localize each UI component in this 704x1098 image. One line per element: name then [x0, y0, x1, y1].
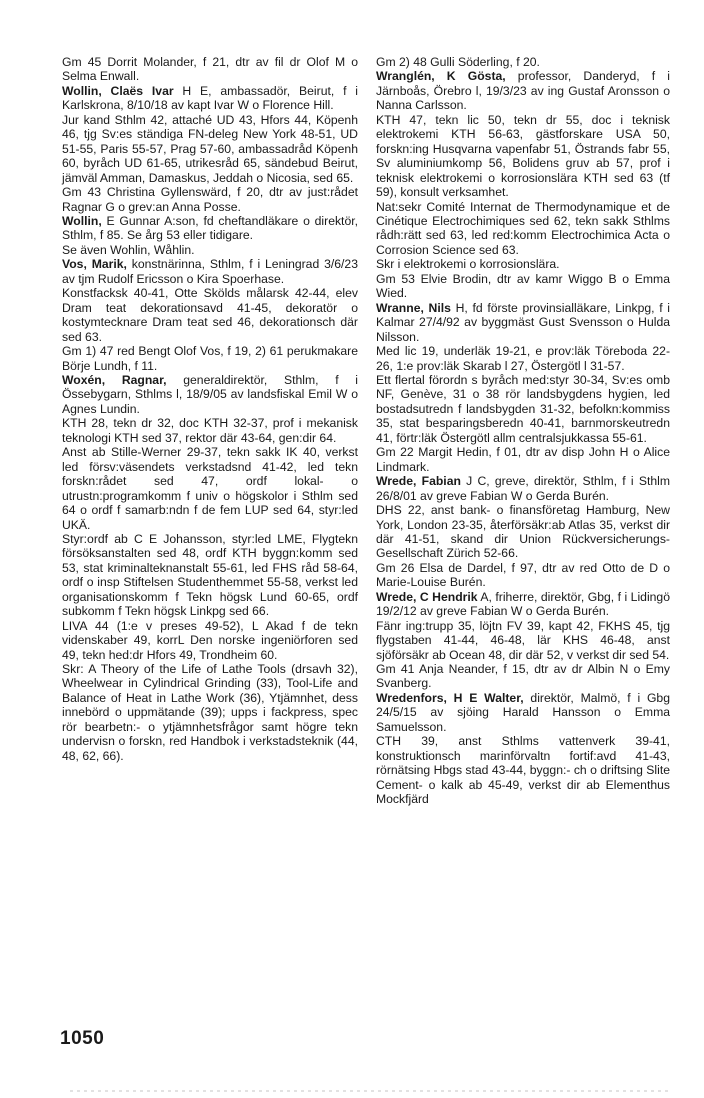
entry-text: KTH 47, tekn lic 50, tekn dr 55, doc i teknisk elektrokemi KTH 56-63, gästforskare USA 50, forskn:ing Husqvarna vapenfabr 51, Östrands fabr 55, Sv aluminiumkomp 56, Bolidens gruv ab 57, prof i teknisk elektrokemi o korrosionslära KTH sed 63 (tf 59), konsult verksamhet. [376, 112, 670, 200]
entry-paragraph [376, 272, 670, 301]
entry-paragraph [62, 185, 358, 214]
entry-text: Ett flertal förordn s byråch med:styr 30-34, Sv:es omb NF, Genève, 31 o 38 rör landsbygdens hygien, led bostadsutredn f landsbygden 31-32, befolkn:kommiss 35, stat besparingsberedn 40-41, barnmorskeutredn 41, förtr:läk Östergötl allm centralsjukkassa 55-61. [376, 372, 670, 445]
entry-paragraph [62, 662, 358, 763]
entry-paragraph [62, 416, 358, 445]
entry-text: Fänr ing:trupp 35, löjtn FV 39, kapt 42, FKHS 45, tjg flygstaben 41-44, 46-48, lär KHS 46-48, anst sjöförsäkr ab Ocean 48, dir där 52, v verkst dir sed 54. [376, 618, 670, 662]
entry-heading-paragraph [376, 590, 670, 619]
entry-text: LIVA 44 (1:e v preses 49-52), L Akad f de tekn videnskaber 49, korrL Den norske ingeniörforen sed 49, tekn hed:dr Hfors 49, Trondheim 60. [62, 618, 358, 662]
entry-paragraph [62, 113, 358, 185]
entry-text: direktör, Malmö, f i Gbg 24/5/15 av sjöing Harald Hansson o Emma Samuelsson. [376, 690, 670, 734]
entry-text: E Gunnar A:son, fd cheftandläkare o direktör, Sthlm, f 85. Se årg 53 eller tidigare. [62, 213, 358, 243]
entry-heading-paragraph [62, 257, 358, 286]
left-column [62, 55, 358, 763]
entry-name: Vos, Marik, [62, 257, 127, 272]
entry-heading-paragraph [62, 214, 358, 243]
entry-text: Med lic 19, underläk 19-21, e prov:läk Töreboda 22-26, 1:e prov:läk Skarab l 27, Östergötl l 31-57. [376, 344, 670, 373]
entry-text: Gm 1) 47 red Bengt Olof Vos, f 19, 2) 61 perukmakare Börje Lundh, f 11. [62, 344, 358, 373]
entry-name: Woxén, Ragnar, [62, 372, 167, 387]
right-column [376, 55, 670, 807]
entry-text: KTH 28, tekn dr 32, doc KTH 32-37, prof i mekanisk teknologi KTH sed 37, rektor där 43-64, gen:dir 64. [62, 416, 358, 445]
entry-text: Gm 26 Elsa de Dardel, f 97, dtr av red Otto de D o Marie-Louise Burén. [376, 560, 670, 590]
entry-heading-paragraph [376, 301, 670, 344]
entry-text: H, fd förste provinsialläkare, Linkpg, f i Kalmar 27/4/92 av byggmäst Gust Svensson o Hulda Nilsson. [376, 300, 670, 344]
entry-paragraph [62, 619, 358, 662]
entry-paragraph [376, 734, 670, 806]
entry-heading-paragraph [376, 691, 670, 734]
entry-paragraph [376, 662, 670, 691]
entry-paragraph [376, 113, 670, 200]
entry-paragraph [376, 503, 670, 561]
entry-paragraph [376, 55, 670, 69]
entry-text: Nat:sekr Comité Internat de Thermodynamique et de Cinétique Electrochimiques sed 62, tekn sakk Sthlms rådh:rätt sed 63, led red:komm Electrochimica Acta o Corrosion Science sed 63. [376, 199, 670, 257]
entry-text: Gm 41 Anja Neander, f 15, dtr av dr Albin N o Emy Svanberg. [376, 662, 670, 691]
entry-heading-paragraph [62, 373, 358, 416]
entry-text: CTH 39, anst Sthlms vattenverk 39-41, konstruktionsch marinförvaltn fortif:avd 41-43, rörnätsing Hbgs stad 43-44, byggn:- ch o driftsing Slite Cement- o kalk ab 45-49, verkst dir ab Elementhus Mockfjärd [376, 734, 671, 807]
entry-name: Wranglén, K Gösta, [376, 69, 506, 84]
entry-paragraph [62, 243, 358, 257]
entry-paragraph [376, 257, 670, 271]
entry-paragraph [376, 619, 670, 662]
entry-paragraph [62, 344, 358, 373]
entry-text: konstnärinna, Sthlm, f i Leningrad 3/6/23 av tjm Rudolf Ericsson o Kira Spoerhase. [62, 257, 358, 286]
entry-text: Gm 2) 48 Gulli Söderling, f 20. [376, 55, 540, 69]
entry-paragraph [376, 561, 670, 590]
entry-text: generaldirektör, Sthlm, f i Össebygarn, Sthlms l, 18/9/05 av landsfiskal Emil W o Agnes Lundin. [62, 372, 359, 416]
entry-text: Gm 43 Christina Gyllenswärd, f 20, dtr av just:rådet Ragnar G o grev:an Anna Posse. [62, 185, 358, 214]
entry-text: Konstfacksk 40-41, Otte Skölds målarsk 42-44, elev Dram teat dekorationsavd 41-45, dekoratör o kostymtecknare Dram teat sed 46, dekorationsch där sed 63. [62, 286, 358, 344]
entry-text: A, friherre, direktör, Gbg, f i Lidingö 19/2/12 av greve Fabian W o Gerda Burén. [376, 589, 670, 619]
entry-text: Skr i elektrokemi o korrosionslära. [376, 257, 560, 272]
entry-name: Wrede, C Hendrik [376, 589, 478, 604]
entry-text: Anst ab Stille-Werner 29-37, tekn sakk IK 40, verkst led försv:väsendets verkstadsnd 41-42, led tekn forskn:rådet sed 47, ordf lokal- o utrustn:programkomm f univ o högskolor i Sthlm sed 64 o ordf f samarb:ndn f de fem LUP sed 64, styr:led UKÄ. [62, 445, 358, 532]
entry-text: Styr:ordf ab C E Johansson, styr:led LME, Flygtekn försöksanstalten sed 48, ordf KTH byggn:komm sed 53, stat kriminalteknanstalt 55-61, led FHS råd 58-64, ordf o insp Stiftelsen Studenthemmet 55-58, verkst led organisationskomm f Tekn högsk Lund 60-65, ordf subkomm f Tekn högsk Linkpg sed 66. [62, 531, 358, 619]
entry-name: Wranne, Nils [376, 300, 451, 315]
entry-paragraph [62, 286, 358, 344]
entry-paragraph [376, 344, 670, 373]
entry-name: Wollin, [62, 213, 102, 228]
entry-text: Gm 53 Elvie Brodin, dtr av kamr Wiggo B o Emma Wied. [376, 271, 670, 301]
entry-name: Wrede, Fabian [376, 474, 461, 489]
entry-text: Gm 22 Margit Hedin, f 01, dtr av disp John H o Alice Lindmark. [376, 445, 670, 474]
entry-paragraph [376, 445, 670, 474]
entry-text: J C, greve, direktör, Sthlm, f i Sthlm 26/8/01 av greve Fabian W o Gerda Burén. [376, 474, 670, 503]
entry-text: Jur kand Sthlm 42, attaché UD 43, Hfors 44, Köpenh 46, tjg Sv:es ständiga FN-deleg New York 48-51, UD 51-55, Paris 55-57, Prag 57-60, ambassadråd Köpenh 60, byråch UD 61-65, utrikesråd 65, sändebud Beirut, jämväl Amman, Damaskus, Jeddah o Nicosia, sed 65. [62, 112, 358, 185]
entry-text: Se även Wohlin, Wåhlin. [62, 242, 195, 257]
entry-name: Wredenfors, H E Walter, [376, 690, 524, 705]
entry-paragraph [62, 55, 358, 84]
entry-paragraph [376, 373, 670, 445]
entry-paragraph [62, 532, 358, 619]
entry-heading-paragraph [376, 474, 670, 503]
entry-paragraph [62, 445, 358, 532]
entry-name: Wollin, Claës Ivar [62, 83, 174, 98]
scan-artifact [70, 1090, 670, 1092]
entry-text: Skr: A Theory of the Life of Lathe Tools (drsavh 32), Wheelwear in Cylindrical Grinding (33), Tool-Life and Balance of Heat in Lathe Work (36), Ytjämnhet, dess innebörd o uppmätande (39); upps i fackpress, spec rör bearbetn:- o ytjämnhetsfrågor samt högre tekn undervisn o forskn, red Handbok i verkstadsteknik (44, 48, 62, 66). [62, 662, 358, 763]
entry-text: H E, ambassadör, Beirut, f i Karlskrona, 8/10/18 av kapt Ivar W o Florence Hill. [62, 83, 358, 113]
page-number: 1050 [60, 1028, 105, 1049]
entry-heading-paragraph [62, 84, 358, 113]
entry-paragraph [376, 200, 670, 258]
entry-text: DHS 22, anst bank- o finansföretag Hamburg, New York, London 23-35, återförsäkr:ab Atlas 35, verkst dir där 41-51, skand dir Union Rückversicherungs-Gesellschaft Zürich 52-66. [376, 503, 670, 561]
entry-text: professor, Danderyd, f i Järnboås, Örebro l, 19/3/23 av ing Gustaf Aronsson o Nanna Carlsson. [376, 69, 671, 113]
entry-text: Gm 45 Dorrit Molander, f 21, dtr av fil dr Olof M o Selma Enwall. [62, 55, 358, 84]
entry-heading-paragraph [376, 69, 670, 112]
